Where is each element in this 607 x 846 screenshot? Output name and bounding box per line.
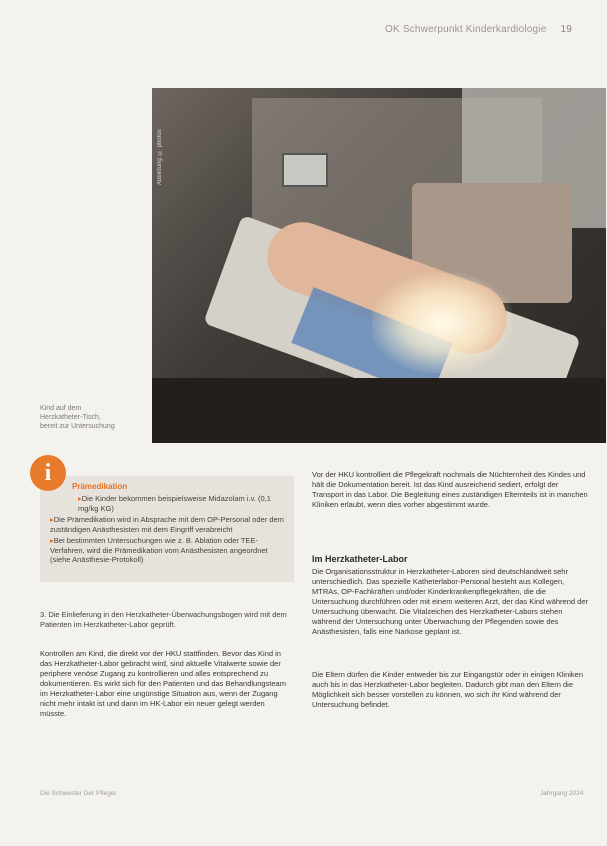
infobox-item: ▸ Die Kinder bekommen beispielsweise Midazolam i.v. (0,1 mg/kg KG)	[50, 494, 290, 513]
section-heading: Im Herzkatheter-Labor	[312, 554, 408, 564]
footer-publication: Die Schwester Der Pfleger	[40, 790, 117, 797]
infobox-item: ▸ Bei bestimmten Untersuchungen wie z. B. Ablation oder TEE-Verfahren, wird die Prämedikation vom Anästhesisten angeordnet (siehe Anästhesie-Protokoll)	[50, 536, 290, 565]
infobox-list	[50, 494, 290, 567]
photo-light-glow	[372, 273, 512, 373]
footer-issue: Jahrgang 2024	[540, 790, 584, 797]
header-section: OK Schwerpunkt Kinderkardiologie	[385, 24, 547, 35]
left-body-paragraph: Kontrollen am Kind, die direkt vor der HKU stattfinden. Bevor das Kind in das Herzkatheter-Labor gebracht wird, sind aktuelle Vitalwerte sowie der periphere venöse Zugang zu kontrollieren und alles entsprechend zu dokumentieren. Es wirkt sich für den Patienten und das Behandlungsteam im Herzkatheter-Labor eine ungünstige Situation aus, wenn der Zugang nicht mehr intakt ist und dann im HK-Labor ein neuer gelegt werden müsste.	[40, 649, 286, 718]
premedication-infobox	[40, 476, 294, 582]
numbered-list-item: 3. Die Einlieferung in den Herzkatheter-Überwachungsbogen wird mit dem Patienten im Herzkatheter-Labor geprüft.	[40, 610, 287, 629]
right-paragraph-2: Die Organisationsstruktur in Herzkatheter-Laboren sind deutschlandweit sehr unterschiedlich. Das spezielle Katheterlabor-Personal besteht aus Kollegen, MTRAs, OP-Fachkräften und/oder Kinderkrankenpflegekräften, die die Untersuchung durchführen oder mit einem weiteren Arzt, der das Kind während der Untersuchung überwacht. Die Vitalzeichen des Herzkatheter-Labors stehen während der Untersuchung unter Überwachung der Pflegenden sowie des Anästhesisten, falls eine Narkose geplant ist.	[312, 567, 588, 636]
photo-monitor	[282, 153, 328, 187]
right-paragraph-1: Vor der HKU kontrolliert die Pflegekraft nochmals die Nüchternheit des Kindes und hält die Dokumentation bereit. Ist das Kind ausreichend sediert, erfolgt der Transport in das Labor. Die Begleitung eines zuständigen Elternteils ist in manchen Kliniken erlaubt, wenn dies vorher abgestimmt wurde.	[312, 470, 588, 509]
right-paragraph-3: Die Eltern dürfen die Kinder entweder bis zur Eingangstür oder in einigen Kliniken auch bis in das Herzkatheter-Labor begleiten. Dadurch gibt man den Eltern die Möglichkeit sich besser vorstellen zu können, wo sich ihr Kind während der Untersuchung befindet.	[312, 670, 583, 709]
photo-caption: Kind auf dem Herzkatheter-Tisch, bereit zur Untersuchung	[40, 405, 115, 430]
photo-floor	[152, 378, 606, 443]
infobox-title: Prämedikation	[72, 482, 128, 491]
info-icon: i	[30, 455, 66, 491]
infobox-item: ▸ Die Prämedikation wird in Absprache mit dem OP-Personal oder dem zuständigen Anästhesisten mit dem Eingriff verabreicht	[50, 515, 290, 534]
running-header	[385, 24, 585, 35]
procedure-photo	[152, 88, 606, 443]
page-number: 19	[560, 24, 573, 35]
photo-credit: Abbildung: © photos	[157, 129, 163, 185]
